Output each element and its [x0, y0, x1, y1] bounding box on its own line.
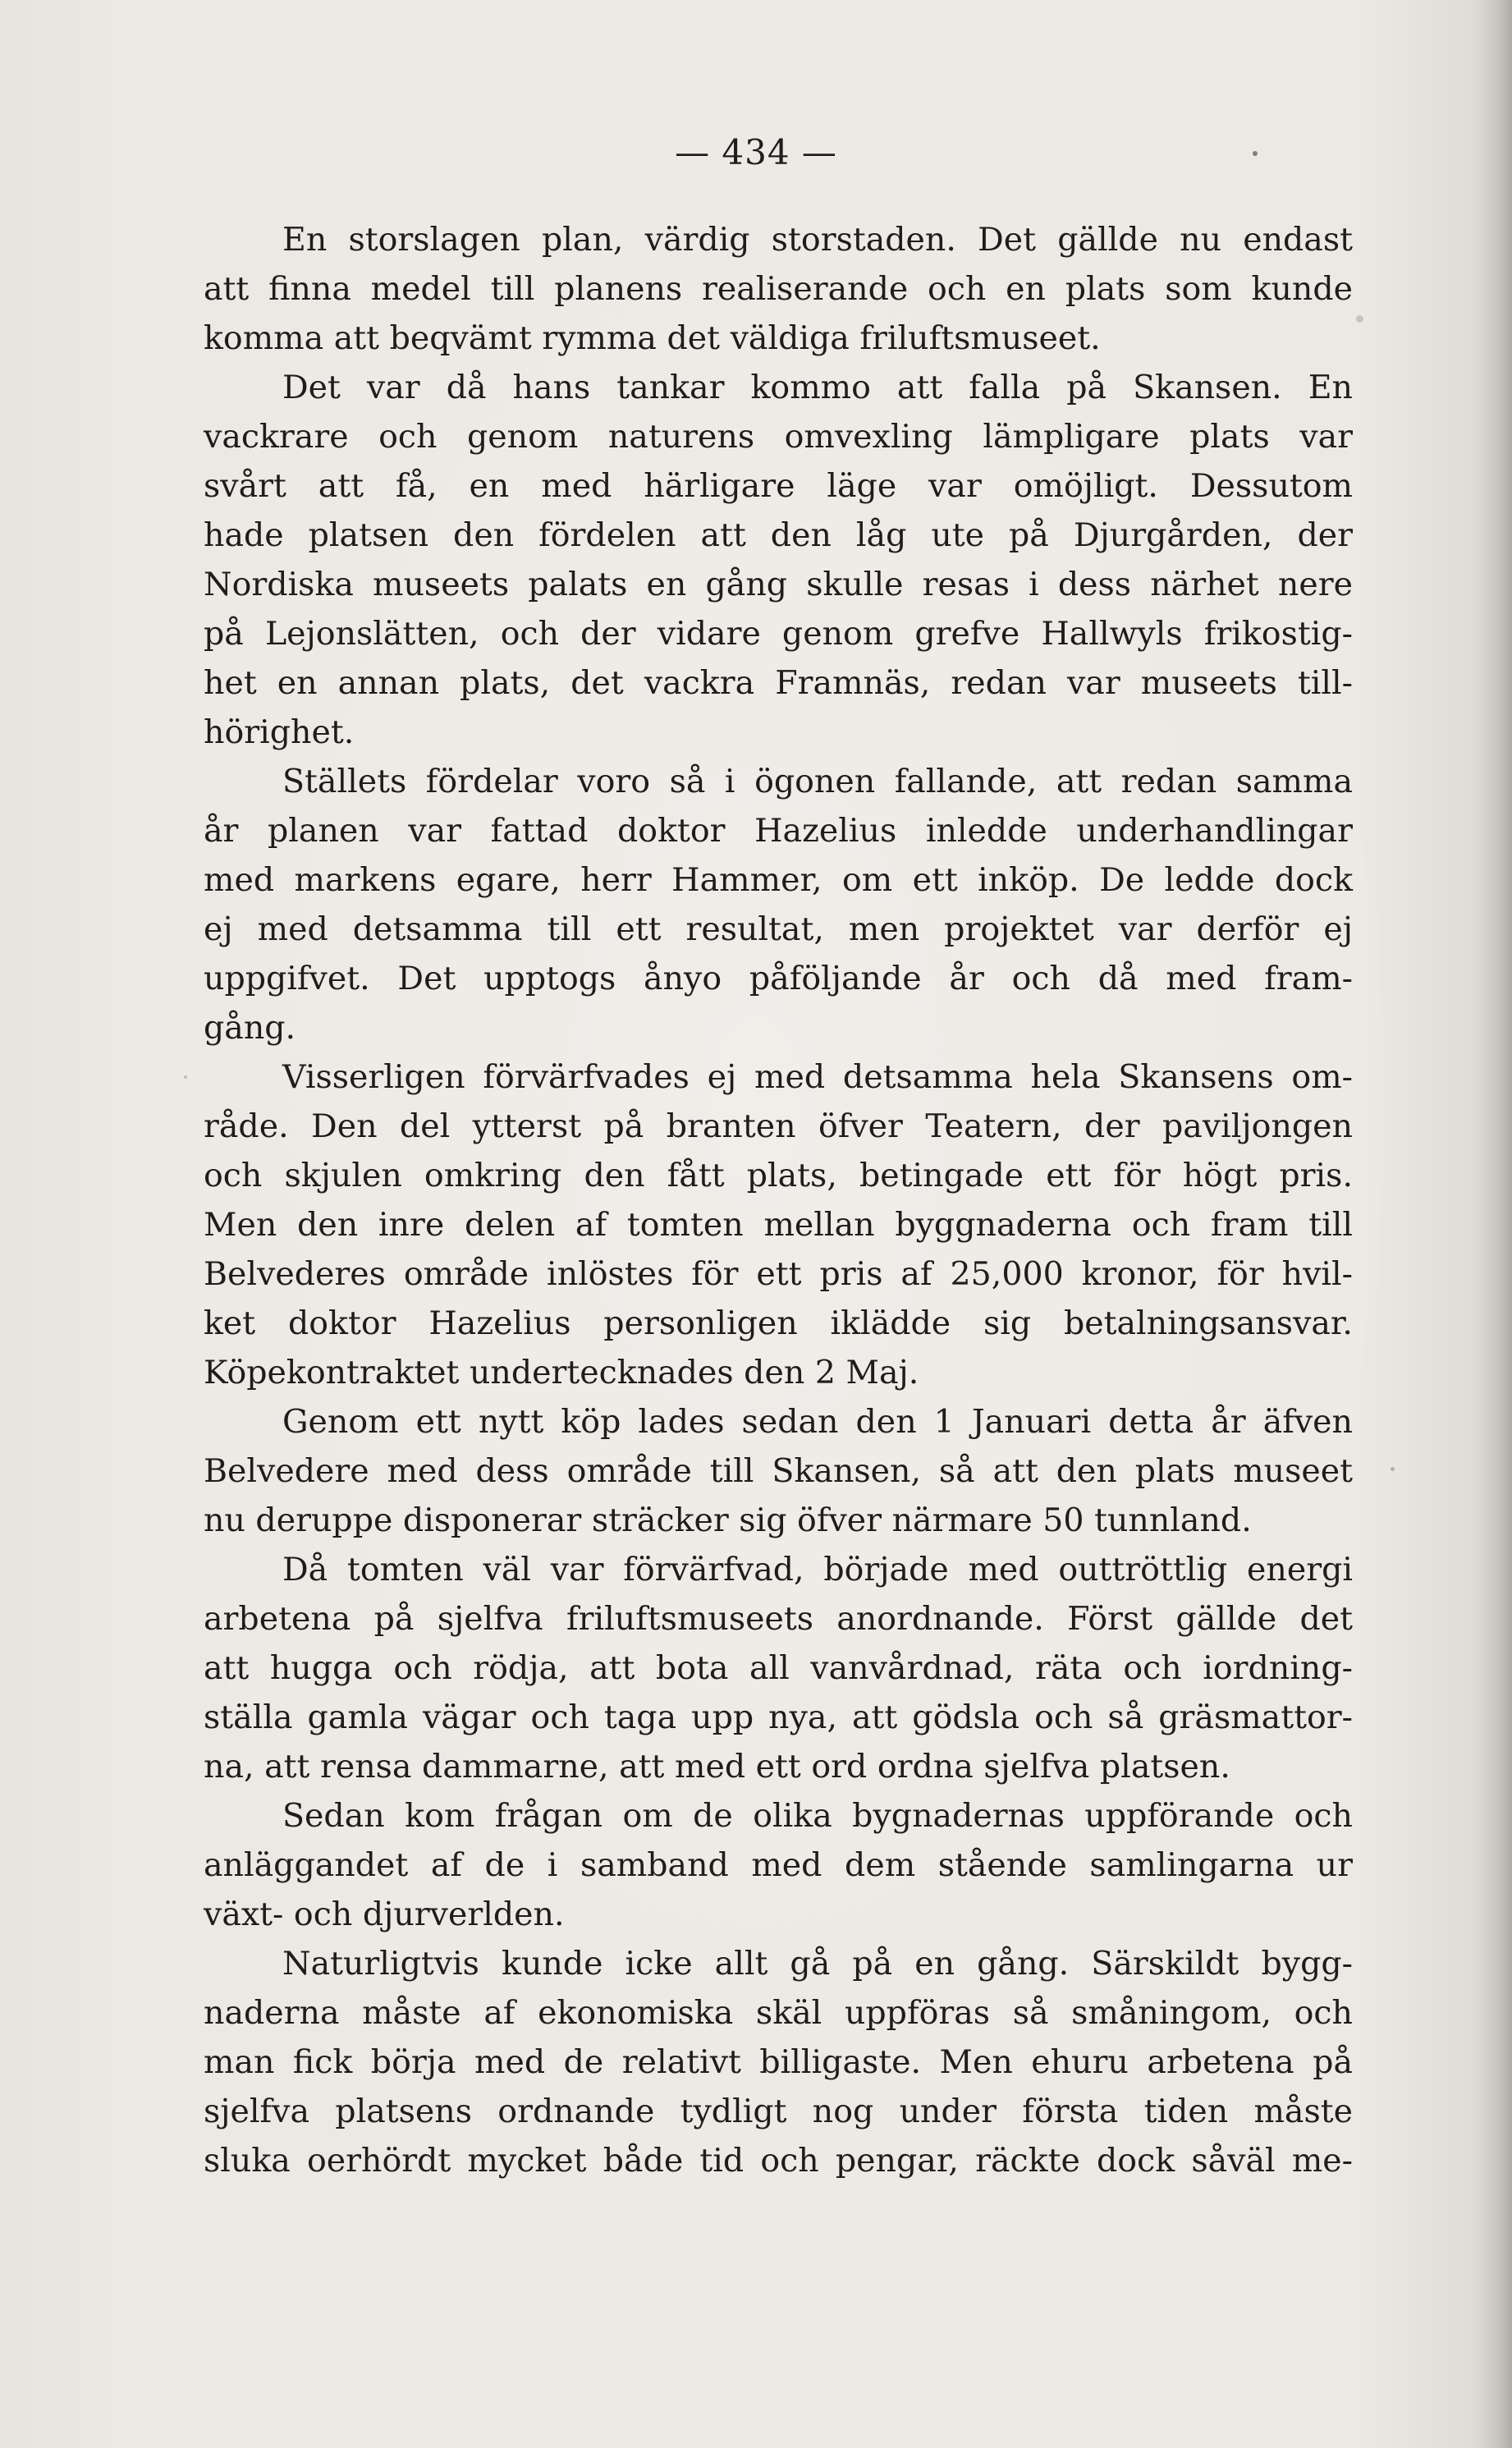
body-text — [204, 215, 1353, 2185]
text-line: naderna måste af ekonomiska skäl uppföras så småningom, och — [204, 1994, 1353, 2032]
page-number: — 434 — — [675, 132, 837, 172]
text-line: Ställets fördelar voro så i ögonen fallande, att redan samma — [282, 763, 1353, 800]
text-line: nu deruppe disponerar sträcker sig öfver närmare 50 tunnland. — [204, 1501, 1252, 1539]
text-line: Sedan kom frågan om de olika bygnadernas uppförande och — [282, 1797, 1353, 1835]
page-edge-shadow — [1476, 0, 1512, 2448]
text-line: komma att beqvämt rymma det väldiga friluftsmuseet. — [204, 319, 1101, 357]
text-line: ställa gamla vägar och taga upp nya, att gödsla och så gräsmattor- — [204, 1698, 1353, 1736]
text-line: Belvederes område inlöstes för ett pris af 25,000 kronor, för hvil- — [204, 1255, 1353, 1293]
text-line: Belvedere med dess område till Skansen, så att den plats museet — [204, 1452, 1353, 1490]
text-line: år planen var fattad doktor Hazelius inledde underhandlingar — [204, 812, 1353, 850]
text-line: uppgifvet. Det upptogs ånyo påföljande år och då med fram- — [204, 960, 1353, 997]
text-line: ej med detsamma till ett resultat, men projektet var derför ej — [204, 910, 1353, 948]
paper-speck — [184, 1075, 187, 1079]
text-line: Visserligen förvärfvades ej med detsamma hela Skansens om- — [282, 1058, 1353, 1096]
text-line: Men den inre delen af tomten mellan byggnaderna och fram till — [204, 1206, 1353, 1244]
text-line: Naturligtvis kunde icke allt gå på en gång. Särskildt bygg- — [282, 1945, 1353, 1983]
text-line: vackrare och genom naturens omvexling lämpligare plats var — [204, 418, 1353, 456]
text-line: Då tomten väl var förvärfvad, började med outtröttlig energi — [282, 1551, 1353, 1588]
text-line: hade platsen den fördelen att den låg ute på Djurgården, der — [204, 516, 1353, 554]
text-line: het en annan plats, det vackra Framnäs, redan var museets till- — [204, 664, 1353, 702]
paper-speck — [1356, 315, 1363, 323]
text-line: gång. — [204, 1009, 296, 1047]
text-line: na, att rensa dammarne, att med ett ord ordna sjelfva platsen. — [204, 1748, 1230, 1786]
text-line: Det var då hans tankar kommo att falla på Skansen. En — [282, 369, 1353, 406]
text-line: svårt att få, en med härligare läge var omöjligt. Dessutom — [204, 467, 1353, 505]
text-line: ket doktor Hazelius personligen iklädde sig betalningsansvar. — [204, 1304, 1353, 1342]
text-line: anläggandet af de i samband med dem stående samlingarna ur — [204, 1846, 1353, 1884]
text-line: sjelfva platsens ordnande tydligt nog under första tiden måste — [204, 2093, 1353, 2130]
text-line: råde. Den del ytterst på branten öfver Teatern, der paviljongen — [204, 1107, 1353, 1145]
text-line: En storslagen plan, värdig storstaden. Det gällde nu endast — [282, 221, 1353, 259]
text-line: sluka oerhördt mycket både tid och pengar, räckte dock såväl me- — [204, 2142, 1353, 2180]
text-line: man fick börja med de relativt billigaste. Men ehuru arbetena på — [204, 2043, 1353, 2081]
text-line: arbetena på sjelfva friluftsmuseets anordnande. Först gällde det — [204, 1600, 1353, 1638]
text-line: på Lejonslätten, och der vidare genom grefve Hallwyls frikostig- — [204, 615, 1353, 653]
text-line: och skjulen omkring den fått plats, betingade ett för högt pris. — [204, 1157, 1353, 1194]
text-line: hörighet. — [204, 713, 355, 751]
text-line: Köpekontraktet undertecknades den 2 Maj. — [204, 1354, 919, 1391]
text-line: växt- och djurverlden. — [204, 1896, 565, 1933]
text-line: med markens egare, herr Hammer, om ett inköp. De ledde dock — [204, 861, 1353, 899]
text-line: att finna medel till planens realiserande och en plats som kunde — [204, 270, 1353, 308]
text-line: Nordiska museets palats en gång skulle resas i dess närhet nere — [204, 566, 1353, 603]
text-line: att hugga och rödja, att bota all vanvårdnad, räta och iordning- — [204, 1649, 1353, 1687]
paper-speck — [1391, 1467, 1395, 1471]
text-line: Genom ett nytt köp lades sedan den 1 Januari detta år äfven — [282, 1403, 1353, 1441]
